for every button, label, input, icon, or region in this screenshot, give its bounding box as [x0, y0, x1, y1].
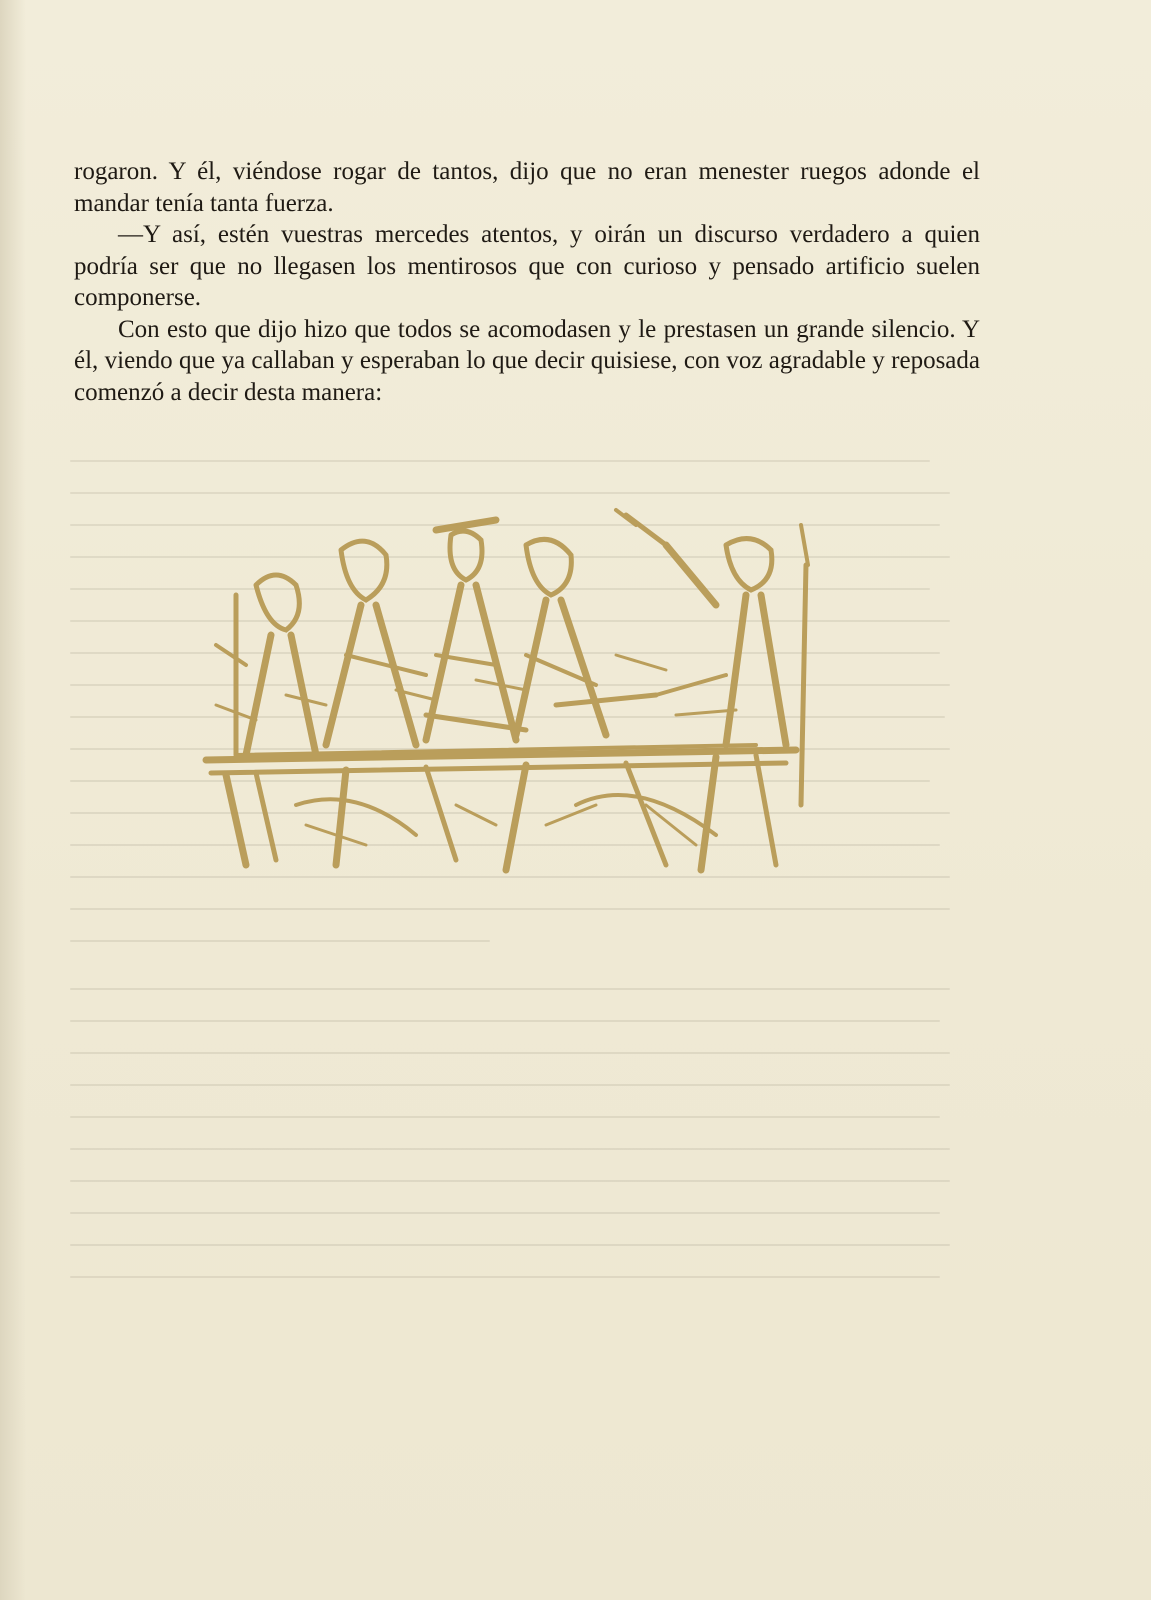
paragraph-3: Con esto que dijo hizo que todos se acomodasen y le prestasen un grande silencio. Y él, viendo que ya callaban y esperaban lo que decir quisiese, con voz agradable y reposada comenzó a decir desta manera: — [74, 315, 980, 406]
figures-at-table-illustration — [196, 505, 836, 885]
page-gutter-shadow — [0, 0, 26, 1600]
paragraph-1: rogaron. Y él, viéndose rogar de tantos, dijo que no eran menester ruegos adonde el mandar tenía tanta fuerza. — [74, 158, 980, 217]
paragraph-2: —Y así, estén vuestras mercedes atentos, y oirán un discurso verdadero a quien podría ser que no llegasen los mentirosos que con curioso y pensado artificio suelen componerse. — [74, 221, 980, 311]
body-text — [74, 156, 980, 408]
